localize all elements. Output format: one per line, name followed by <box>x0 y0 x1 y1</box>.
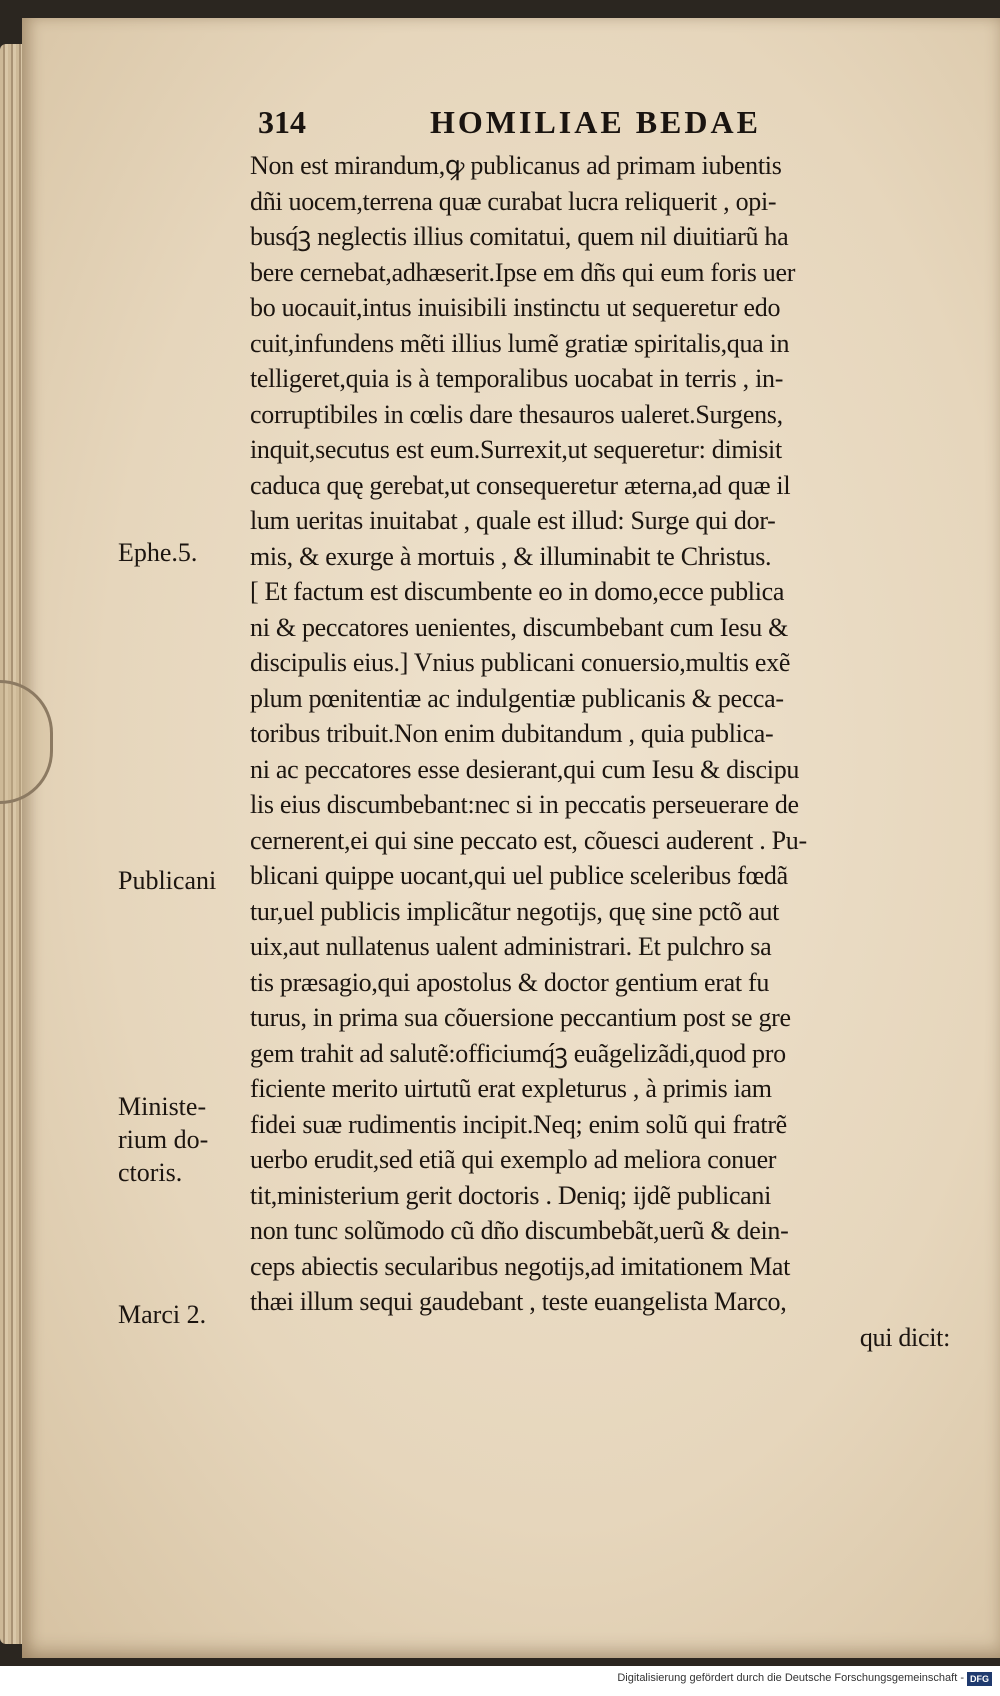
text-line: caduca quę gerebat,ut consequeretur æterna,ad quæ il <box>250 470 791 500</box>
page-number: 314 <box>258 104 306 140</box>
text-line: blicani quippe uocant,qui uel publice sceleribus fœdã <box>250 861 788 890</box>
text-line: cuit,infundens mẽti illius lumẽ gratiæ spiritalis,qua in <box>250 328 790 358</box>
running-head <box>0 104 1000 144</box>
text-line: fidei suæ rudimentis incipit.Neq; enim solũ qui fratrẽ <box>250 1109 787 1139</box>
margin-note-publicani: Publicani <box>118 866 217 895</box>
text-line: lis eius discumbebant:nec si in peccatis perseuerare de <box>250 790 799 819</box>
margin-note-marci: Marci 2. <box>118 1300 207 1329</box>
text-line: telligeret,quia is à temporalibus uocabat in terris , in- <box>250 364 784 393</box>
text-line: Non est mirandum,ꝙ publicanus ad primam iubentis <box>250 151 782 180</box>
dfg-logo-icon: DFG <box>967 1672 992 1686</box>
text-line: tur,uel publicis implicãtur negotijs, quę sine pctõ aut <box>250 896 780 926</box>
text-line: ni ac peccatores esse desierant,qui cum Iesu & discipu <box>250 754 800 784</box>
margin-note-ephe: Ephe.5. <box>118 538 198 567</box>
text-line: lum ueritas inuitabat , quale est illud: Surge qui dor- <box>250 506 776 535</box>
text-line: uix,aut nullatenus ualent administrari. Et pulchro sa <box>250 932 772 961</box>
text-line: dñi uocem,terrena quæ curabat lucra reliquerit , opi- <box>250 186 777 216</box>
text-line: inquit,secutus est eum.Surrexit,ut sequeretur: dimisit <box>250 435 782 464</box>
text-line: busq́ꝫ neglectis illius comitatui, quem nil diuitiarũ ha <box>250 222 789 251</box>
text-line: bo uocauit,intus inuisibili instinctu ut sequeretur edo <box>250 293 781 322</box>
text-line: [ Et factum est discumbente eo in domo,ecce publica <box>250 577 785 606</box>
margin-note-ministerium-line-3: ctoris. <box>118 1158 183 1187</box>
footer-credit: Digitalisierung gefördert durch die Deutsche Forschungsgemeinschaft - <box>617 1672 964 1684</box>
text-line: corruptibiles in cœlis dare thesauros ualeret.Surgens, <box>250 399 783 429</box>
text-line: non tunc solũmodo cũ dño discumbebãt,uerũ & dein- <box>250 1216 789 1245</box>
running-title: HOMILIAE BEDAE <box>430 104 761 140</box>
margin-note-ministerium-line-1: Ministe- <box>118 1092 207 1121</box>
text-line: plum pœnitentiæ ac indulgentiæ publicanis & pecca- <box>250 683 784 713</box>
text-line: uerbo erudit,sed etiã qui exemplo ad meliora conuer <box>250 1145 777 1174</box>
text-line: ni & peccatores uenientes, discumbebant cum Iesu & <box>250 612 789 642</box>
text-line: tis præsagio,qui apostolus & doctor gentium erat fu <box>250 967 770 997</box>
text-line: turus, in prima sua cõuersione peccantium post se gre <box>250 1003 791 1032</box>
text-line: toribus tribuit.Non enim dubitandum , quia publica- <box>250 719 774 748</box>
text-line: tit,ministerium gerit doctoris . Deniq; ijdẽ publicani <box>250 1180 772 1210</box>
text-line: ceps abiectis secularibus negotijs,ad imitationem Mat <box>250 1251 791 1281</box>
text-line: gem trahit ad salutẽ:officiumq́ꝫ euãgelizãdi,quod pro <box>250 1038 786 1068</box>
catchword: qui dicit: <box>859 1322 950 1352</box>
text-line: cernerent,ei qui sine peccato est, cõuesci auderent . Pu- <box>250 825 807 855</box>
text-line: bere cernebat,adhæserit.Ipse em dñs qui eum foris uer <box>250 257 796 287</box>
text-line: discipulis eius.] Vnius publicani conuersio,multis exẽ <box>250 648 791 677</box>
text-line: thæi illum sequi gaudebant , teste euangelista Marco, <box>250 1287 787 1316</box>
text-line: mis, & exurge à mortuis , & illuminabit te Christus. <box>250 541 772 571</box>
body-text-block <box>250 148 950 1355</box>
margin-note-ministerium-line-2: rium do- <box>118 1125 209 1154</box>
text-line: ficiente merito uirtutũ erat expleturus , à primis iam <box>250 1074 772 1103</box>
